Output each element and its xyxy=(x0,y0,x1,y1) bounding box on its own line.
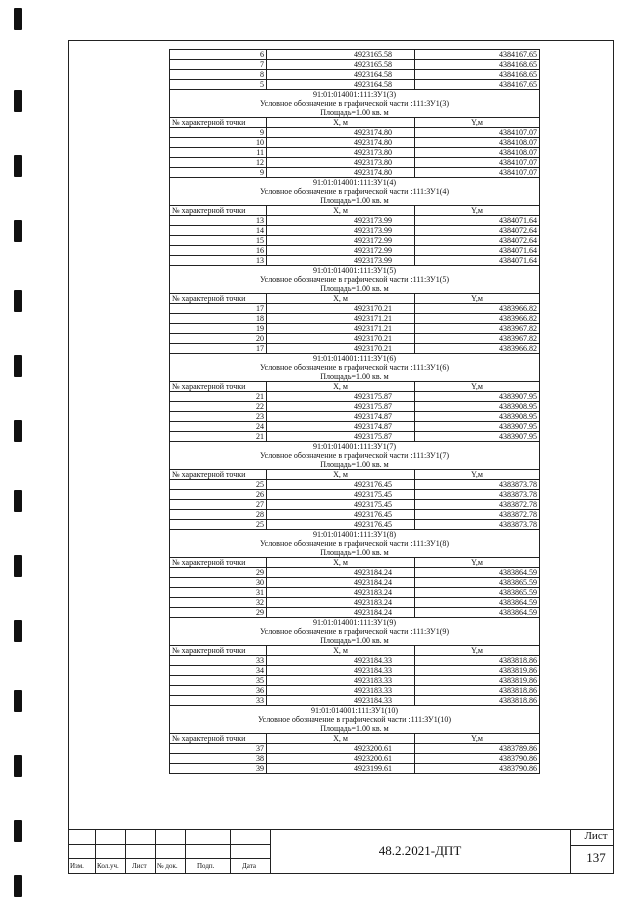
header-point: № характерной точки xyxy=(170,294,267,304)
section-area: Площадь=1.00 кв. м xyxy=(170,636,540,646)
section-area: Площадь=1.00 кв. м xyxy=(170,108,540,118)
section-code: 91:01:014001:111:ЗУ1(4) xyxy=(170,178,540,188)
y-coordinate-cell: 4383873.78 xyxy=(415,520,540,530)
binder-mark xyxy=(14,755,22,777)
point-number-cell: 21 xyxy=(170,392,267,402)
stamp-list: Лист xyxy=(132,862,147,870)
stamp-kol-uch: Кол.уч. xyxy=(97,862,119,870)
point-number-cell: 8 xyxy=(170,70,267,80)
header-x: X, м xyxy=(267,734,415,744)
section-code: 91:01:014001:111:ЗУ1(8) xyxy=(170,530,540,540)
header-x: X, м xyxy=(267,470,415,480)
table-row xyxy=(170,50,540,60)
y-coordinate-cell: 4383789.86 xyxy=(415,744,540,754)
binder-mark xyxy=(14,420,22,442)
binder-mark xyxy=(14,820,22,842)
point-number-cell: 6 xyxy=(170,50,267,60)
point-number-cell: 39 xyxy=(170,764,267,774)
table-row xyxy=(170,500,540,510)
table-row xyxy=(170,744,540,754)
header-point: № характерной точки xyxy=(170,206,267,216)
point-number-cell: 34 xyxy=(170,666,267,676)
point-number-cell: 22 xyxy=(170,402,267,412)
header-point: № характерной точки xyxy=(170,558,267,568)
point-number-cell: 11 xyxy=(170,148,267,158)
table-row xyxy=(170,158,540,168)
binder-mark xyxy=(14,8,22,30)
table-row xyxy=(170,324,540,334)
x-coordinate-cell: 4923176.45 xyxy=(267,480,415,490)
header-x: X, м xyxy=(267,118,415,128)
y-coordinate-cell: 4383819.86 xyxy=(415,676,540,686)
x-coordinate-cell: 4923174.80 xyxy=(267,168,415,178)
x-coordinate-cell: 4923175.45 xyxy=(267,500,415,510)
y-coordinate-cell: 4383908.95 xyxy=(415,412,540,422)
x-coordinate-cell: 4923183.33 xyxy=(267,686,415,696)
y-coordinate-cell: 4384108.07 xyxy=(415,138,540,148)
table-row xyxy=(170,314,540,324)
x-coordinate-cell: 4923175.87 xyxy=(267,432,415,442)
x-coordinate-cell: 4923171.21 xyxy=(267,314,415,324)
header-point: № характерной точки xyxy=(170,382,267,392)
section-code: 91:01:014001:111:ЗУ1(7) xyxy=(170,442,540,452)
x-coordinate-cell: 4923176.45 xyxy=(267,520,415,530)
table-row xyxy=(170,588,540,598)
y-coordinate-cell: 4383966.82 xyxy=(415,344,540,354)
y-coordinate-cell: 4383908.95 xyxy=(415,402,540,412)
x-coordinate-cell: 4923170.21 xyxy=(267,344,415,354)
table-row xyxy=(170,128,540,138)
y-coordinate-cell: 4384168.65 xyxy=(415,70,540,80)
x-coordinate-cell: 4923184.24 xyxy=(267,578,415,588)
y-coordinate-cell: 4383864.59 xyxy=(415,608,540,618)
table-row xyxy=(170,608,540,618)
point-number-cell: 27 xyxy=(170,500,267,510)
table-row xyxy=(170,60,540,70)
table-row xyxy=(170,70,540,80)
stamp-podp: Подп. xyxy=(197,862,215,870)
y-coordinate-cell: 4383819.86 xyxy=(415,666,540,676)
x-coordinate-cell: 4923184.33 xyxy=(267,666,415,676)
section-label: Условное обозначение в графической части :111:ЗУ1(10) xyxy=(170,715,540,724)
binder-mark xyxy=(14,90,22,112)
section-label: Условное обозначение в графической части :111:ЗУ1(5) xyxy=(170,275,540,284)
table-row xyxy=(170,676,540,686)
point-number-cell: 29 xyxy=(170,608,267,618)
x-coordinate-cell: 4923164.58 xyxy=(267,80,415,90)
y-coordinate-cell: 4384167.65 xyxy=(415,80,540,90)
table-row xyxy=(170,334,540,344)
table-header-row xyxy=(170,558,540,568)
x-coordinate-cell: 4923173.99 xyxy=(267,256,415,266)
binder-mark xyxy=(14,690,22,712)
point-number-cell: 9 xyxy=(170,128,267,138)
binder-mark xyxy=(14,875,22,897)
y-coordinate-cell: 4383818.86 xyxy=(415,696,540,706)
section-code: 91:01:014001:111:ЗУ1(9) xyxy=(170,618,540,628)
table-row xyxy=(170,696,540,706)
point-number-cell: 29 xyxy=(170,568,267,578)
binder-mark xyxy=(14,620,22,642)
x-coordinate-cell: 4923173.80 xyxy=(267,148,415,158)
y-coordinate-cell: 4384071.64 xyxy=(415,216,540,226)
table-header-row xyxy=(170,206,540,216)
point-number-cell: 25 xyxy=(170,520,267,530)
x-coordinate-cell: 4923173.99 xyxy=(267,226,415,236)
table-header-row xyxy=(170,294,540,304)
section-label: Условное обозначение в графической части :111:ЗУ1(7) xyxy=(170,451,540,460)
binder-mark xyxy=(14,355,22,377)
x-coordinate-cell: 4923183.33 xyxy=(267,676,415,686)
header-y: Y,м xyxy=(415,118,540,128)
section-label: Условное обозначение в графической части :111:ЗУ1(9) xyxy=(170,627,540,636)
sheet-number: 137 xyxy=(586,850,606,865)
y-coordinate-cell: 4384072.64 xyxy=(415,236,540,246)
x-coordinate-cell: 4923200.61 xyxy=(267,754,415,764)
binder-mark xyxy=(14,220,22,242)
table-header-row xyxy=(170,734,540,744)
y-coordinate-cell: 4383907.95 xyxy=(415,422,540,432)
point-number-cell: 16 xyxy=(170,246,267,256)
y-coordinate-cell: 4383966.82 xyxy=(415,304,540,314)
x-coordinate-cell: 4923184.33 xyxy=(267,656,415,666)
x-coordinate-cell: 4923170.21 xyxy=(267,334,415,344)
point-number-cell: 17 xyxy=(170,344,267,354)
table-row xyxy=(170,568,540,578)
y-coordinate-cell: 4383872.78 xyxy=(415,510,540,520)
table-row xyxy=(170,256,540,266)
header-y: Y,м xyxy=(415,646,540,656)
y-coordinate-cell: 4383790.86 xyxy=(415,764,540,774)
point-number-cell: 38 xyxy=(170,754,267,764)
point-number-cell: 36 xyxy=(170,686,267,696)
x-coordinate-cell: 4923184.24 xyxy=(267,608,415,618)
table-row xyxy=(170,520,540,530)
x-coordinate-cell: 4923172.99 xyxy=(267,236,415,246)
y-coordinate-cell: 4384071.64 xyxy=(415,246,540,256)
header-x: X, м xyxy=(267,206,415,216)
point-number-cell: 30 xyxy=(170,578,267,588)
x-coordinate-cell: 4923184.24 xyxy=(267,568,415,578)
table-row xyxy=(170,402,540,412)
section-area: Площадь=1.00 кв. м xyxy=(170,460,540,470)
x-coordinate-cell: 4923173.80 xyxy=(267,158,415,168)
document-number: 48.2.2021-ДПТ xyxy=(378,843,462,858)
point-number-cell: 28 xyxy=(170,510,267,520)
table-row xyxy=(170,138,540,148)
point-number-cell: 5 xyxy=(170,80,267,90)
section-area: Площадь=1.00 кв. м xyxy=(170,548,540,558)
x-coordinate-cell: 4923183.24 xyxy=(267,588,415,598)
section-code: 91:01:014001:111:ЗУ1(10) xyxy=(170,706,540,716)
header-point: № характерной точки xyxy=(170,470,267,480)
stamp-data: Дата xyxy=(242,862,256,870)
header-x: X, м xyxy=(267,382,415,392)
point-number-cell: 20 xyxy=(170,334,267,344)
binder-mark xyxy=(14,490,22,512)
table-row xyxy=(170,236,540,246)
section-area: Площадь=1.00 кв. м xyxy=(170,372,540,382)
section-area: Площадь=1.00 кв. м xyxy=(170,196,540,206)
table-row xyxy=(170,422,540,432)
y-coordinate-cell: 4384107.07 xyxy=(415,128,540,138)
point-number-cell: 31 xyxy=(170,588,267,598)
header-y: Y,м xyxy=(415,558,540,568)
section-code: 91:01:014001:111:ЗУ1(3) xyxy=(170,90,540,100)
x-coordinate-cell: 4923170.21 xyxy=(267,304,415,314)
x-coordinate-cell: 4923175.45 xyxy=(267,490,415,500)
header-y: Y,м xyxy=(415,382,540,392)
y-coordinate-cell: 4383864.59 xyxy=(415,598,540,608)
table-row xyxy=(170,598,540,608)
point-number-cell: 35 xyxy=(170,676,267,686)
table-row xyxy=(170,578,540,588)
section-area: Площадь=1.00 кв. м xyxy=(170,284,540,294)
point-number-cell: 14 xyxy=(170,226,267,236)
point-number-cell: 24 xyxy=(170,422,267,432)
table-row xyxy=(170,754,540,764)
point-number-cell: 23 xyxy=(170,412,267,422)
table-row xyxy=(170,344,540,354)
point-number-cell: 37 xyxy=(170,744,267,754)
section-label: Условное обозначение в графической части :111:ЗУ1(3) xyxy=(170,99,540,108)
table-row xyxy=(170,246,540,256)
x-coordinate-cell: 4923173.99 xyxy=(267,216,415,226)
y-coordinate-cell: 4383873.78 xyxy=(415,480,540,490)
table-row xyxy=(170,148,540,158)
y-coordinate-cell: 4384071.64 xyxy=(415,256,540,266)
section-label: Условное обозначение в графической части :111:ЗУ1(6) xyxy=(170,363,540,372)
table-row xyxy=(170,216,540,226)
table-row xyxy=(170,490,540,500)
header-point: № характерной точки xyxy=(170,734,267,744)
header-point: № характерной точки xyxy=(170,118,267,128)
stamp-izm: Изм. xyxy=(70,862,84,870)
point-number-cell: 7 xyxy=(170,60,267,70)
header-x: X, м xyxy=(267,294,415,304)
binder-mark xyxy=(14,155,22,177)
table-header-row xyxy=(170,470,540,480)
table-row xyxy=(170,480,540,490)
y-coordinate-cell: 4384107.07 xyxy=(415,158,540,168)
point-number-cell: 10 xyxy=(170,138,267,148)
table-row xyxy=(170,80,540,90)
x-coordinate-cell: 4923165.58 xyxy=(267,60,415,70)
section-label: Условное обозначение в графической части :111:ЗУ1(8) xyxy=(170,539,540,548)
point-number-cell: 18 xyxy=(170,314,267,324)
x-coordinate-cell: 4923165.58 xyxy=(267,50,415,60)
section-code: 91:01:014001:111:ЗУ1(6) xyxy=(170,354,540,364)
y-coordinate-cell: 4383967.82 xyxy=(415,324,540,334)
x-coordinate-cell: 4923184.33 xyxy=(267,696,415,706)
x-coordinate-cell: 4923175.87 xyxy=(267,392,415,402)
section-code: 91:01:014001:111:ЗУ1(5) xyxy=(170,266,540,276)
y-coordinate-cell: 4384168.65 xyxy=(415,60,540,70)
x-coordinate-cell: 4923174.80 xyxy=(267,128,415,138)
y-coordinate-cell: 4383790.86 xyxy=(415,754,540,764)
point-number-cell: 12 xyxy=(170,158,267,168)
stamp-n-dok: № док. xyxy=(157,862,178,870)
x-coordinate-cell: 4923174.87 xyxy=(267,412,415,422)
y-coordinate-cell: 4383907.95 xyxy=(415,432,540,442)
table-header-row xyxy=(170,118,540,128)
table-header-row xyxy=(170,646,540,656)
y-coordinate-cell: 4383865.59 xyxy=(415,578,540,588)
y-coordinate-cell: 4383865.59 xyxy=(415,588,540,598)
y-coordinate-cell: 4384107.07 xyxy=(415,168,540,178)
x-coordinate-cell: 4923174.87 xyxy=(267,422,415,432)
header-y: Y,м xyxy=(415,470,540,480)
y-coordinate-cell: 4383818.86 xyxy=(415,686,540,696)
point-number-cell: 32 xyxy=(170,598,267,608)
x-coordinate-cell: 4923171.21 xyxy=(267,324,415,334)
header-point: № характерной точки xyxy=(170,646,267,656)
y-coordinate-cell: 4383873.78 xyxy=(415,490,540,500)
y-coordinate-cell: 4383967.82 xyxy=(415,334,540,344)
point-number-cell: 15 xyxy=(170,236,267,246)
y-coordinate-cell: 4384108.07 xyxy=(415,148,540,158)
binder-mark xyxy=(14,290,22,312)
point-number-cell: 25 xyxy=(170,480,267,490)
header-y: Y,м xyxy=(415,294,540,304)
binder-mark xyxy=(14,555,22,577)
table-row xyxy=(170,656,540,666)
table-header-row xyxy=(170,382,540,392)
point-number-cell: 19 xyxy=(170,324,267,334)
y-coordinate-cell: 4383907.95 xyxy=(415,392,540,402)
y-coordinate-cell: 4384167.65 xyxy=(415,50,540,60)
table-row xyxy=(170,304,540,314)
point-number-cell: 9 xyxy=(170,168,267,178)
x-coordinate-cell: 4923174.80 xyxy=(267,138,415,148)
header-x: X, м xyxy=(267,558,415,568)
table-row xyxy=(170,412,540,422)
table-row xyxy=(170,764,540,774)
coordinates-content xyxy=(169,49,537,774)
point-number-cell: 17 xyxy=(170,304,267,314)
x-coordinate-cell: 4923183.24 xyxy=(267,598,415,608)
y-coordinate-cell: 4383864.59 xyxy=(415,568,540,578)
x-coordinate-cell: 4923172.99 xyxy=(267,246,415,256)
y-coordinate-cell: 4383966.82 xyxy=(415,314,540,324)
table-row xyxy=(170,666,540,676)
point-number-cell: 21 xyxy=(170,432,267,442)
point-number-cell: 13 xyxy=(170,256,267,266)
y-coordinate-cell: 4384072.64 xyxy=(415,226,540,236)
point-number-cell: 13 xyxy=(170,216,267,226)
header-y: Y,м xyxy=(415,734,540,744)
sheet-label: Лист xyxy=(584,830,608,842)
point-number-cell: 33 xyxy=(170,656,267,666)
x-coordinate-cell: 4923175.87 xyxy=(267,402,415,412)
x-coordinate-cell: 4923199.61 xyxy=(267,764,415,774)
section-area: Площадь=1.00 кв. м xyxy=(170,724,540,734)
x-coordinate-cell: 4923164.58 xyxy=(267,70,415,80)
point-number-cell: 26 xyxy=(170,490,267,500)
table-row xyxy=(170,226,540,236)
table-row xyxy=(170,510,540,520)
header-y: Y,м xyxy=(415,206,540,216)
coordinates-table xyxy=(169,49,540,774)
header-x: X, м xyxy=(267,646,415,656)
section-label: Условное обозначение в графической части :111:ЗУ1(4) xyxy=(170,187,540,196)
y-coordinate-cell: 4383818.86 xyxy=(415,656,540,666)
table-row xyxy=(170,686,540,696)
y-coordinate-cell: 4383872.78 xyxy=(415,500,540,510)
point-number-cell: 33 xyxy=(170,696,267,706)
table-row xyxy=(170,392,540,402)
table-row xyxy=(170,432,540,442)
x-coordinate-cell: 4923176.45 xyxy=(267,510,415,520)
x-coordinate-cell: 4923200.61 xyxy=(267,744,415,754)
table-row xyxy=(170,168,540,178)
